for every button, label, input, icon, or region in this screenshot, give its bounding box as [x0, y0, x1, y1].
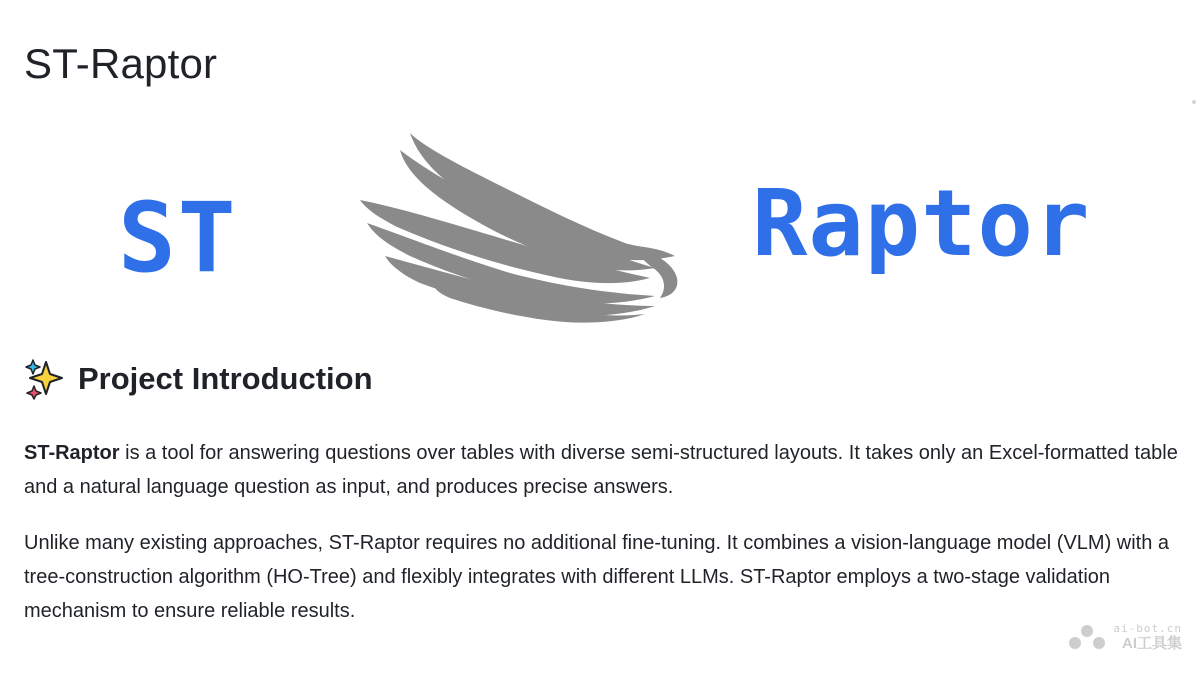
intro-bold-name: ST-Raptor — [24, 442, 120, 464]
logo-st-text: ST — [118, 182, 238, 294]
intro-paragraph-1 — [24, 436, 1184, 504]
logo-raptor-text: Raptor — [752, 170, 1091, 277]
intro-paragraph-2: Unlike many existing approaches, ST-Raptor requires no additional fine-tuning. It combines a vision-language model (VLM) with a tree-construction algorithm (HO-Tree) and flexibly integrates with different LLMs. ST-Raptor employs a two-stage validation mechanism to ensure reliable results. — [24, 532, 1170, 622]
section-heading-text: Project Introduction — [78, 361, 373, 396]
feather-wing-icon — [355, 128, 685, 323]
watermark-logo-icon — [1067, 623, 1107, 651]
watermark-domain: ai-bot.cn — [1113, 622, 1182, 635]
page-title: ST-Raptor — [24, 40, 218, 87]
sparkles-icon — [24, 358, 66, 400]
intro-paragraph-1-text: is a tool for answering questions over tables with diverse semi-structured layouts. It takes only an Excel-formatted table and a natural language question as input, and produces precise answers. — [24, 442, 1178, 498]
watermark — [1067, 623, 1182, 651]
watermark-name: AI工具集 — [1121, 635, 1182, 652]
scrollbar-marker — [1192, 100, 1196, 104]
section-heading — [24, 358, 373, 400]
